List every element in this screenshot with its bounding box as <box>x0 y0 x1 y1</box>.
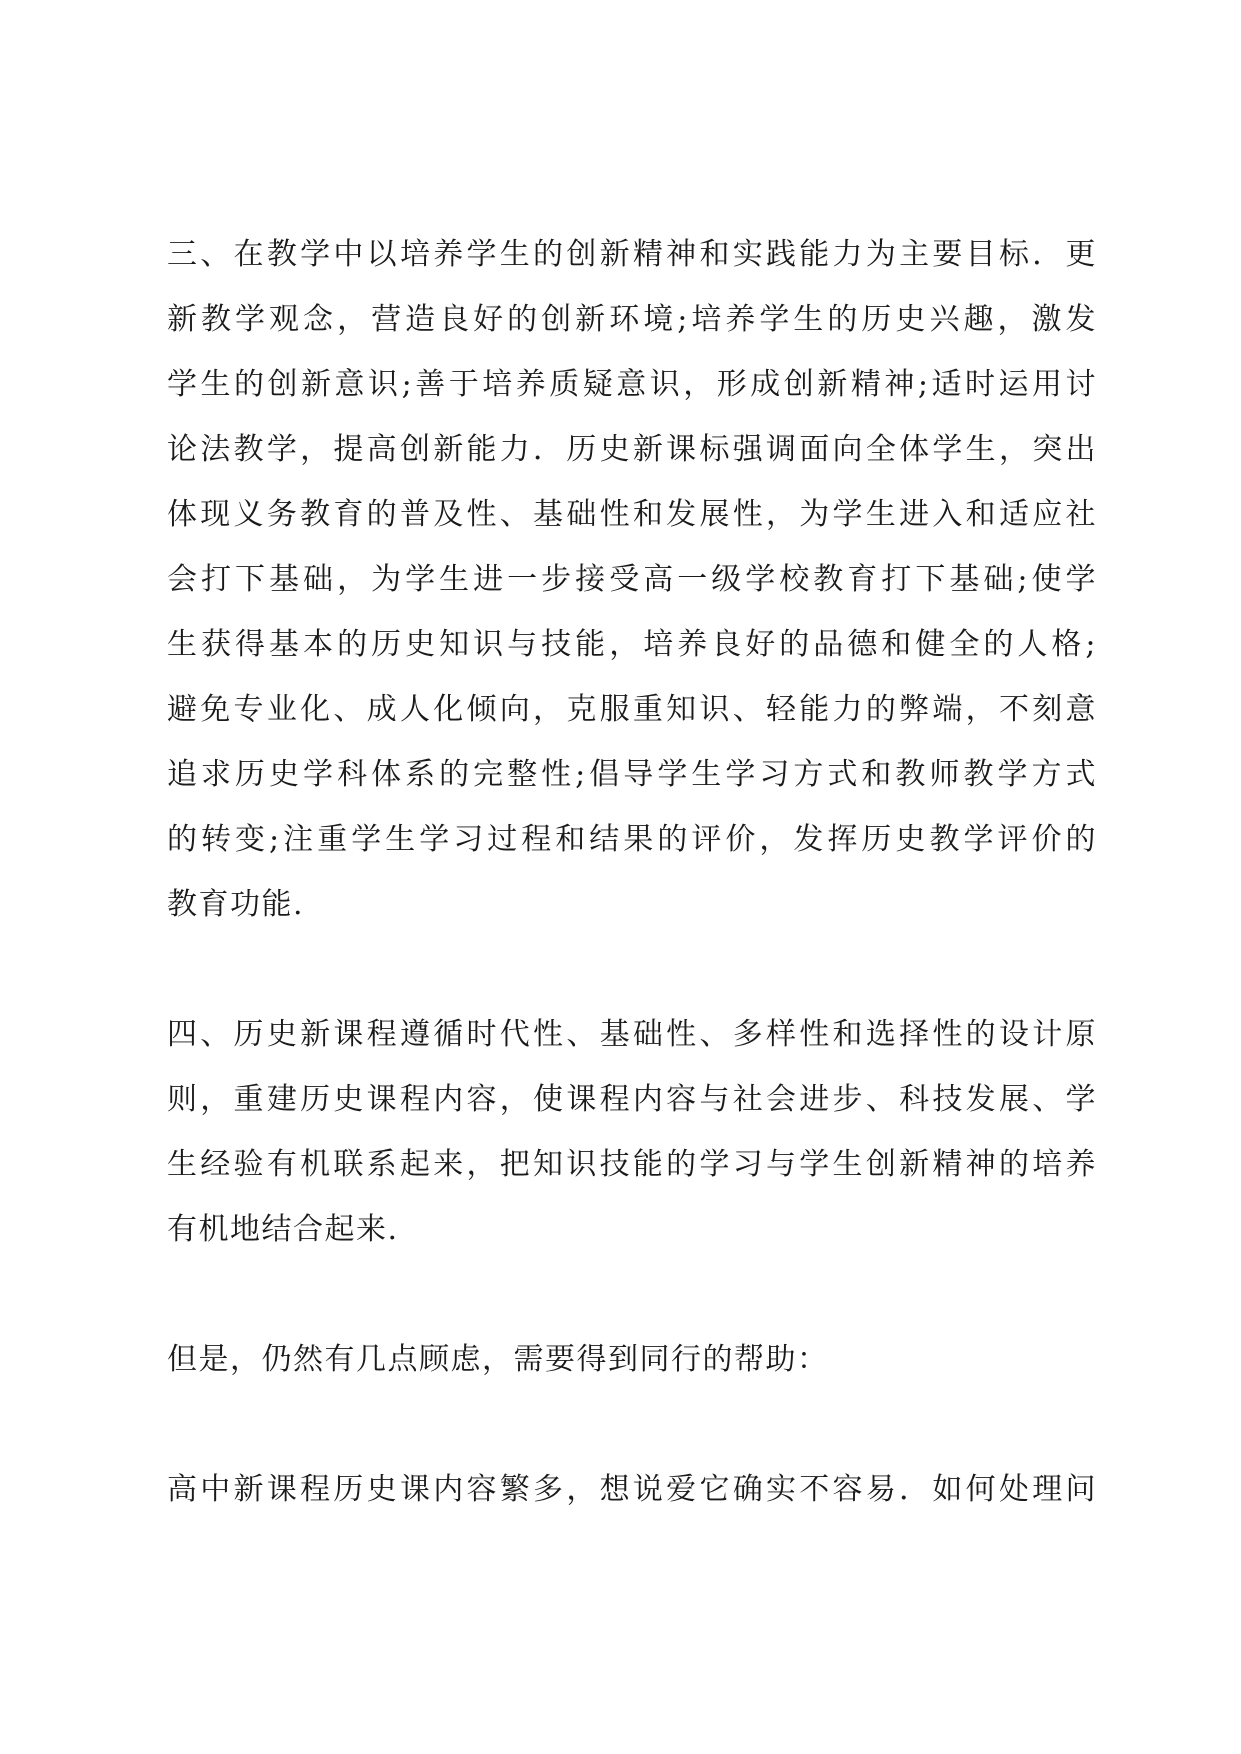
text-line: 的转变;注重学生学习过程和结果的评价，发挥历史教学评价的 <box>167 822 1097 857</box>
text-line: 四、历史新课程遵循时代性、基础性、多样性和选择性的设计原 <box>167 1017 1097 1052</box>
paragraph-high-school <box>167 1457 1097 1522</box>
text-line: 生获得基本的历史知识与技能，培养良好的品德和健全的人格; <box>167 627 1097 662</box>
text-line: 三、在教学中以培养学生的创新精神和实践能力为主要目标．更 <box>167 237 1097 272</box>
text-line: 高中新课程历史课内容繁多，想说爱它确实不容易．如何处理问 <box>167 1472 1097 1507</box>
text-line: 有机地结合起来. <box>167 1212 399 1247</box>
paragraph-three <box>167 222 1097 937</box>
text-line: 教育功能. <box>167 887 305 922</box>
paragraph-concerns <box>167 1327 1097 1392</box>
text-line: 论法教学，提高创新能力．历史新课标强调面向全体学生，突出 <box>167 432 1097 467</box>
paragraph-four <box>167 1002 1097 1262</box>
text-line: 会打下基础，为学生进一步接受高一级学校教育打下基础;使学 <box>167 562 1097 597</box>
text-line: 体现义务教育的普及性、基础性和发展性，为学生进入和适应社 <box>167 497 1097 532</box>
text-line: 则，重建历史课程内容，使课程内容与社会进步、科技发展、学 <box>167 1082 1097 1117</box>
text-line: 避免专业化、成人化倾向，克服重知识、轻能力的弊端，不刻意 <box>167 692 1097 727</box>
text-line: 但是，仍然有几点顾虑，需要得到同行的帮助： <box>167 1342 829 1377</box>
text-line: 生经验有机联系起来，把知识技能的学习与学生创新精神的培养 <box>167 1147 1097 1182</box>
document-body <box>167 222 1097 1587</box>
text-line: 追求历史学科体系的完整性;倡导学生学习方式和教师教学方式 <box>167 757 1097 792</box>
text-line: 新教学观念，营造良好的创新环境;培养学生的历史兴趣，激发 <box>167 302 1097 337</box>
text-line: 学生的创新意识;善于培养质疑意识，形成创新精神;适时运用讨 <box>167 367 1097 402</box>
